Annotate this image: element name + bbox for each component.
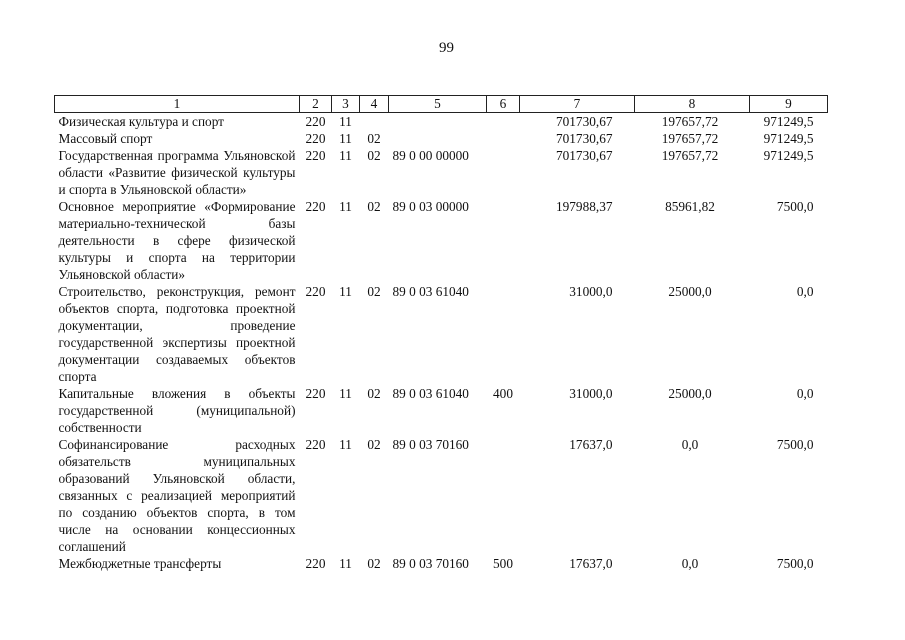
row-amount-8: 197657,72 [661, 114, 719, 129]
row-target-article: 89 0 00 00000 [392, 148, 469, 163]
row-amount-7: 31000,0 [569, 386, 613, 401]
row-section: 11 [339, 199, 352, 214]
row-ministry-code: 220 [305, 131, 326, 146]
row-amount-8: 0,0 [681, 437, 699, 452]
table-row [55, 130, 828, 147]
table-row [55, 283, 828, 385]
column-header-3: 3 [332, 96, 360, 113]
row-amount-9: 7500,0 [776, 437, 814, 452]
row-expense-type [487, 147, 520, 198]
row-section: 11 [339, 131, 352, 146]
table-row [55, 113, 828, 131]
row-amount-7: 701730,67 [555, 131, 613, 146]
row-expense-type: 500 [493, 556, 513, 571]
row-amount-8: 0,0 [681, 556, 699, 571]
table-row [55, 385, 828, 436]
row-section: 11 [339, 437, 352, 452]
row-ministry-code: 220 [305, 114, 326, 129]
table-row [55, 147, 828, 198]
row-name: Массовый спорт [58, 131, 153, 146]
row-amount-7: 701730,67 [555, 114, 613, 129]
row-target-article: 89 0 03 70160 [392, 437, 469, 452]
row-amount-8: 25000,0 [668, 284, 712, 299]
row-subsection: 02 [367, 148, 381, 163]
row-subsection [360, 113, 389, 131]
column-header-6: 6 [487, 96, 520, 113]
row-target-article: 89 0 03 61040 [392, 386, 469, 401]
row-section: 11 [339, 114, 352, 129]
row-subsection: 02 [367, 199, 381, 214]
row-target-article [389, 113, 487, 131]
row-expense-type [487, 436, 520, 555]
row-amount-8: 25000,0 [668, 386, 712, 401]
row-amount-8: 197657,72 [661, 131, 719, 146]
row-target-article: 89 0 03 00000 [392, 199, 469, 214]
row-amount-7: 17637,0 [569, 437, 613, 452]
row-amount-9: 971249,5 [763, 148, 814, 163]
row-amount-9: 971249,5 [763, 114, 814, 129]
row-ministry-code: 220 [305, 386, 326, 401]
row-subsection: 02 [367, 386, 381, 401]
row-section: 11 [339, 284, 352, 299]
row-subsection: 02 [367, 284, 381, 299]
row-amount-7: 31000,0 [569, 284, 613, 299]
row-amount-8: 197657,72 [661, 148, 719, 163]
row-amount-9: 0,0 [796, 284, 814, 299]
table-row [55, 555, 828, 572]
row-expense-type [487, 130, 520, 147]
column-header-2: 2 [300, 96, 332, 113]
row-name: Основное мероприятие «Формирование материально-технической базы деятельности в сфере физической культуры и спорта на территории Ульяновской области» [58, 199, 296, 282]
row-expense-type [487, 283, 520, 385]
row-name: Капитальные вложения в объекты государственной (муниципальной) собственности [58, 386, 296, 435]
page-number: 99 [439, 40, 454, 56]
row-target-article: 89 0 03 70160 [392, 556, 469, 571]
row-name: Физическая культура и спорт [58, 114, 224, 129]
row-ministry-code: 220 [305, 556, 326, 571]
row-subsection: 02 [367, 556, 381, 571]
row-amount-9: 7500,0 [776, 556, 814, 571]
row-name: Межбюджетные трансферты [58, 556, 222, 571]
row-amount-9: 0,0 [796, 386, 814, 401]
row-section: 11 [339, 556, 352, 571]
row-ministry-code: 220 [305, 199, 326, 214]
row-amount-7: 197988,37 [555, 199, 613, 214]
row-section: 11 [339, 148, 352, 163]
row-section: 11 [339, 386, 352, 401]
table-row [55, 198, 828, 283]
column-header-9: 9 [750, 96, 828, 113]
row-subsection: 02 [367, 131, 381, 146]
table-row [55, 436, 828, 555]
column-header-5: 5 [389, 96, 487, 113]
column-header-8: 8 [635, 96, 750, 113]
row-amount-7: 701730,67 [555, 148, 613, 163]
row-target-article [389, 130, 487, 147]
column-header-4: 4 [360, 96, 389, 113]
row-expense-type: 400 [493, 386, 513, 401]
column-header-7: 7 [520, 96, 635, 113]
budget-table [54, 95, 828, 572]
row-expense-type [487, 113, 520, 131]
column-header-1: 1 [55, 96, 300, 113]
row-name: Софинансирование расходных обязательств муниципальных образований Ульяновской области, связанных с реализацией мероприятий по созданию объектов спорта, в том числе на основании концессионных соглашений [58, 437, 296, 554]
row-target-article: 89 0 03 61040 [392, 284, 469, 299]
row-amount-9: 7500,0 [776, 199, 814, 214]
row-name: Строительство, реконструкция, ремонт объектов спорта, подготовка проектной документации, проведение государственной экспертизы проектной документации создаваемых объектов спорта [58, 284, 296, 384]
row-expense-type [487, 198, 520, 283]
row-ministry-code: 220 [305, 284, 326, 299]
row-amount-9: 971249,5 [763, 131, 814, 146]
row-subsection: 02 [367, 437, 381, 452]
row-ministry-code: 220 [305, 148, 326, 163]
header-row [55, 96, 828, 113]
row-name: Государственная программа Ульяновской области «Развитие физической культуры и спорта в Ульяновской области» [58, 148, 296, 197]
row-amount-7: 17637,0 [569, 556, 613, 571]
row-ministry-code: 220 [305, 437, 326, 452]
row-amount-8: 85961,82 [665, 199, 715, 214]
